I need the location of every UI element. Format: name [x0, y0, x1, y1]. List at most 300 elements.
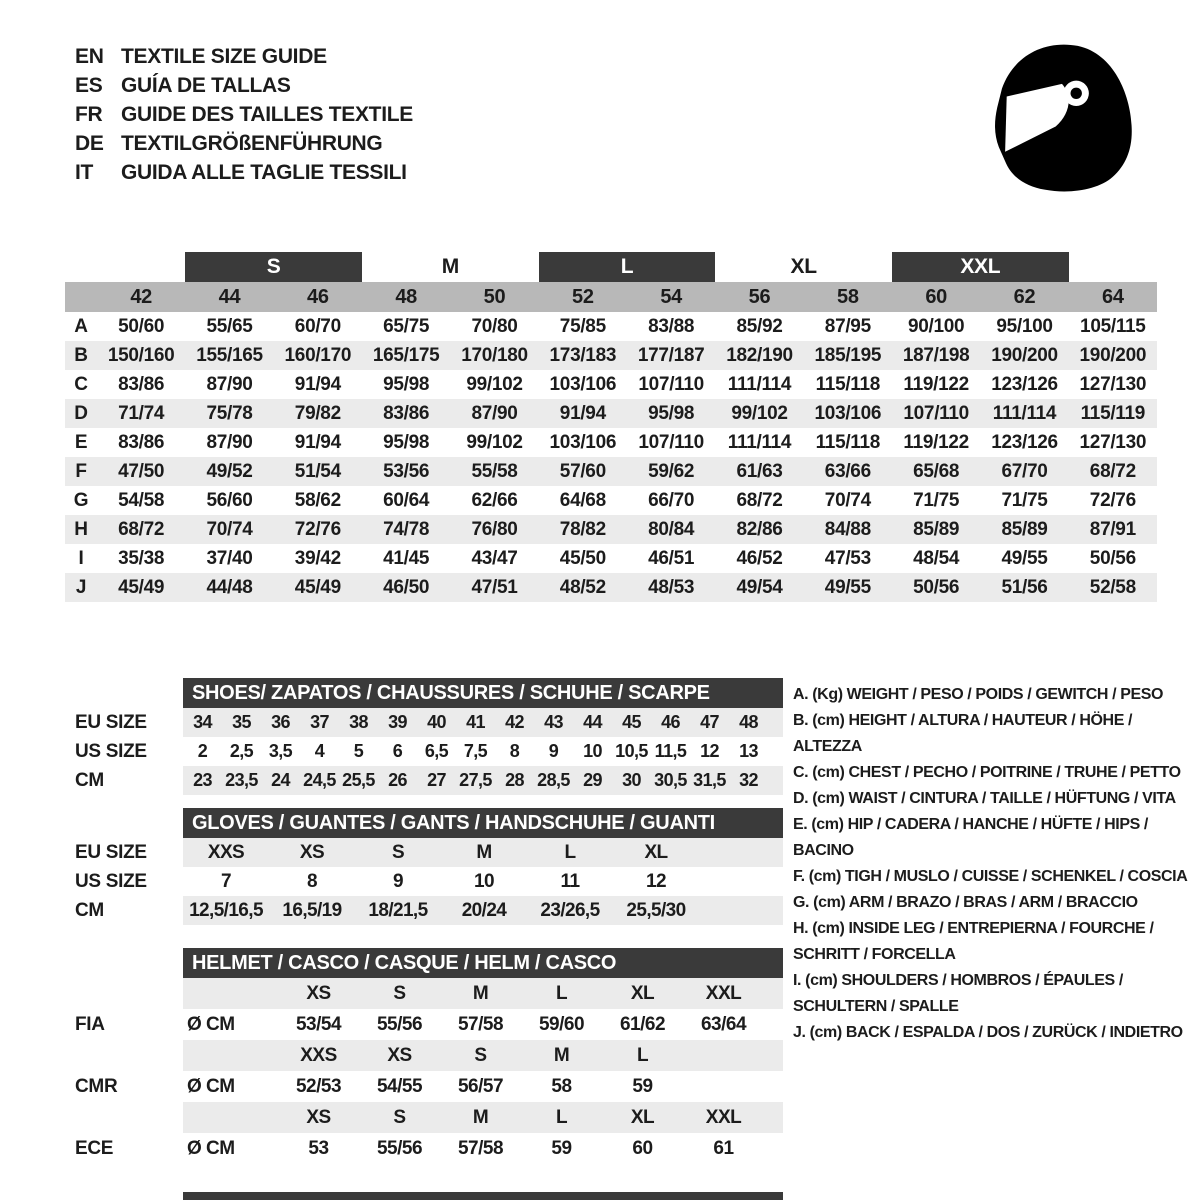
size-label-cell: XL: [630, 1106, 655, 1128]
row-label: A: [74, 315, 88, 337]
size-column-header: 60: [925, 285, 947, 308]
table-cell: 29: [583, 770, 602, 790]
table-cell: 165/175: [372, 344, 440, 366]
table-cell: 43: [544, 712, 563, 732]
empty-cell: [65, 978, 183, 1009]
table-cell: 51/54: [294, 460, 341, 482]
shoes-row: [65, 766, 783, 795]
table-cell: 7,5: [463, 741, 488, 761]
helmet-header: [183, 948, 783, 978]
table-cell: 34: [193, 712, 212, 732]
table-cell: 12: [700, 741, 719, 761]
table-cell: 36: [271, 712, 290, 732]
textile-size-table: [65, 252, 1157, 602]
size-label-cell: M: [472, 982, 489, 1004]
table-cell: 173/183: [549, 344, 617, 366]
gloves-header: [183, 808, 783, 838]
language-row: [75, 100, 413, 129]
table-cell: XXS: [207, 841, 245, 863]
legend-item: H. (cm) INSIDE LEG / ENTREPIERNA / FOURCHE / SCHRITT / FORCELLA: [793, 920, 1154, 963]
row-label: E: [74, 431, 88, 453]
diameter-unit-label: Ø CM: [187, 1137, 235, 1159]
language-title: GUÍA DE TALLAS: [121, 74, 291, 97]
corner-cell: [65, 282, 97, 312]
table-cell: 2: [197, 741, 208, 761]
table-cell: 7: [221, 870, 231, 892]
table-cell: 177/187: [637, 344, 705, 366]
table-cell: 42: [505, 712, 524, 732]
table-cell: 70/74: [824, 489, 871, 511]
table-cell: 95/98: [383, 431, 430, 453]
racing-helmet-icon: [983, 36, 1141, 198]
size-column-header: 62: [1013, 285, 1036, 308]
helmet-value-row: [65, 1009, 783, 1040]
table-cell: 25,5/30: [626, 899, 686, 921]
empty-cell: [183, 1102, 278, 1133]
row-label: US SIZE: [75, 870, 147, 892]
table-cell: 53: [308, 1137, 329, 1159]
table-cell: 66/70: [648, 489, 695, 511]
row-label: F: [75, 460, 87, 482]
language-code: ES: [75, 74, 103, 97]
table-cell: 57/58: [457, 1137, 504, 1159]
size-group-xl: XL: [790, 255, 817, 278]
table-cell: 28,5: [537, 770, 570, 790]
measurement-legend: [793, 682, 1195, 1046]
size-label-cell: L: [555, 982, 568, 1004]
table-cell: 119/122: [903, 431, 969, 453]
table-cell: 58/62: [294, 489, 341, 511]
table-cell: 65/75: [383, 315, 430, 337]
table-cell: 115/119: [1080, 402, 1146, 424]
table-cell: 63/64: [700, 1013, 747, 1035]
table-cell: 23/26,5: [540, 899, 600, 921]
table-cell: 9: [393, 870, 403, 892]
table-cell: 44/48: [206, 576, 253, 598]
table-cell: 44: [583, 712, 602, 732]
table-cell: 160/170: [284, 344, 352, 366]
table-cell: 37: [310, 712, 329, 732]
table-cell: 47: [700, 712, 719, 732]
table-cell: 27,5: [459, 770, 492, 790]
table-cell: 71/74: [118, 402, 165, 424]
table-cell: 30,5: [654, 770, 687, 790]
table-cell: 65/68: [913, 460, 960, 482]
table-cell: 24: [271, 770, 290, 790]
table-cell: 9: [548, 741, 559, 761]
table-cell: 8: [307, 870, 317, 892]
legend-item: E. (cm) HIP / CADERA / HANCHE / HÜFTE / HIPS / BACINO: [793, 816, 1148, 859]
table-cell: 38: [349, 712, 368, 732]
table-cell: 48/54: [913, 547, 960, 569]
size-label-cell: [683, 1040, 764, 1071]
table-cell: 55/56: [376, 1137, 423, 1159]
table-cell: 53/56: [383, 460, 430, 482]
table-cell: XL: [644, 841, 668, 863]
table-cell: 10: [583, 741, 602, 761]
table-cell: 107/110: [638, 373, 704, 395]
table-cell: 185/195: [814, 344, 882, 366]
helmet-title: HELMET / CASCO / CASQUE / HELM / CASCO: [192, 951, 617, 974]
table-cell: 107/110: [903, 402, 969, 424]
table-cell: 87/90: [471, 402, 518, 424]
legend-item: B. (cm) HEIGHT / ALTURA / HAUTEUR / HÖHE / ALTEZZA: [793, 712, 1133, 755]
table-cell: 50/60: [118, 315, 165, 337]
row-label: D: [74, 402, 88, 424]
legend-item: G. (cm) ARM / BRAZO / BRAS / ARM / BRACCIO: [793, 894, 1138, 911]
language-code: DE: [75, 132, 104, 155]
size-label-cell: XXS: [300, 1044, 337, 1066]
table-cell: 46: [661, 712, 680, 732]
table-cell: L: [564, 841, 576, 863]
table-cell: M: [476, 841, 492, 863]
legend-item: A. (Kg) WEIGHT / PESO / POIDS / GEWITCH / PESO: [793, 686, 1164, 703]
size-group-s: S: [185, 252, 362, 282]
table-cell: 87/95: [824, 315, 871, 337]
table-row: [65, 544, 1157, 573]
table-cell: 123/126: [991, 373, 1058, 395]
table-cell: 103/106: [549, 431, 617, 453]
size-column-header: 52: [572, 285, 594, 308]
table-cell: 51/56: [1001, 576, 1048, 598]
table-cell: 95/98: [648, 402, 695, 424]
helmet-size-row: [65, 1040, 783, 1071]
gloves-body: [65, 838, 783, 925]
table-cell: 56/60: [206, 489, 253, 511]
table-row: [65, 341, 1157, 370]
table-cell: 111/114: [727, 431, 792, 453]
table-cell: 5: [353, 741, 364, 761]
row-label: B: [74, 344, 88, 366]
table-cell: 53/54: [295, 1013, 342, 1035]
table-cell: 23: [193, 770, 212, 790]
size-label-cell: XS: [306, 1106, 331, 1128]
table-cell: 55/58: [471, 460, 518, 482]
row-label: EU SIZE: [75, 841, 147, 863]
shoes-body: [65, 708, 783, 795]
standard-label: ECE: [75, 1137, 114, 1159]
size-column-header: 42: [130, 285, 152, 308]
table-cell: 85/89: [913, 518, 960, 540]
language-row: [75, 158, 413, 187]
table-cell: 48/52: [559, 576, 606, 598]
table-cell: 8: [509, 741, 520, 761]
table-row: [65, 515, 1157, 544]
table-cell: 45/50: [559, 547, 606, 569]
table-cell: 84/88: [824, 518, 871, 540]
size-label-cell: M: [472, 1106, 489, 1128]
size-column-header: 50: [483, 285, 506, 308]
row-label: EU SIZE: [75, 711, 147, 733]
standard-label: CMR: [75, 1075, 118, 1097]
table-cell: 76/80: [471, 518, 518, 540]
table-cell: 49/52: [206, 460, 253, 482]
table-cell: 91/94: [294, 431, 341, 453]
row-label: I: [78, 547, 84, 569]
table-cell: 49/55: [1001, 547, 1048, 569]
table-cell: 46/52: [736, 547, 783, 569]
size-column-header: 54: [660, 285, 682, 308]
table-cell: 99/102: [466, 373, 523, 395]
diameter-unit-label: Ø CM: [187, 1075, 235, 1097]
table-cell: 49/55: [824, 576, 871, 598]
table-cell: 59/62: [648, 460, 695, 482]
shoes-row: [65, 708, 783, 737]
table-cell: 72/76: [1089, 489, 1136, 511]
language-row: [75, 129, 413, 158]
table-cell: 10,5: [615, 741, 648, 761]
helmet-size-row: [65, 1102, 783, 1133]
size-table-body: [65, 312, 1157, 602]
cutoff-header-bar: [183, 1192, 783, 1200]
table-cell: 60/64: [383, 489, 430, 511]
table-cell: 48: [739, 712, 758, 732]
table-cell: 39/42: [294, 547, 341, 569]
table-cell: 3,5: [268, 741, 293, 761]
table-cell: [683, 1071, 764, 1102]
table-cell: 115/118: [815, 431, 881, 453]
table-cell: 12,5/16,5: [189, 899, 263, 921]
size-column-header: 44: [218, 285, 241, 308]
table-cell: 87/91: [1089, 518, 1136, 540]
table-cell: 70/80: [471, 315, 518, 337]
table-cell: 25,5: [342, 770, 375, 790]
table-cell: 46/51: [648, 547, 695, 569]
helmet-table: [65, 948, 783, 1164]
table-cell: 28: [505, 770, 524, 790]
table-cell: 47/51: [471, 576, 518, 598]
table-cell: 59/60: [538, 1013, 585, 1035]
table-cell: 82/86: [736, 518, 783, 540]
table-cell: 182/190: [726, 344, 793, 366]
table-cell: 10: [474, 870, 494, 892]
gloves-row: [65, 867, 783, 896]
shoes-header: [183, 678, 783, 708]
gloves-table: [65, 808, 783, 925]
table-cell: 32: [739, 770, 758, 790]
table-cell: 41/45: [383, 547, 430, 569]
size-label-cell: S: [393, 1106, 406, 1128]
table-cell: 119/122: [903, 373, 969, 395]
size-column-header: 46: [307, 285, 329, 308]
table-cell: 4: [314, 741, 325, 761]
table-cell: 18/21,5: [368, 899, 428, 921]
table-cell: 40: [427, 712, 446, 732]
table-cell: 48/53: [648, 576, 695, 598]
table-cell: 49/54: [736, 576, 783, 598]
table-row: [65, 573, 1157, 602]
language-list: [75, 42, 413, 187]
table-cell: 54/58: [118, 489, 165, 511]
row-label: CM: [75, 769, 104, 791]
table-cell: 87/90: [206, 373, 253, 395]
size-label-cell: XS: [306, 982, 331, 1004]
table-cell: 85/89: [1001, 518, 1048, 540]
language-row: [75, 71, 413, 100]
size-group-header: [65, 252, 1157, 282]
table-cell: 80/84: [648, 518, 695, 540]
table-cell: 57/58: [457, 1013, 504, 1035]
table-cell: 41: [466, 712, 485, 732]
size-column-header: 64: [1102, 285, 1124, 308]
row-label: C: [74, 373, 88, 395]
table-cell: 26: [388, 770, 407, 790]
table-cell: 61: [713, 1137, 734, 1159]
table-cell: 52/53: [295, 1075, 342, 1097]
table-row: [65, 486, 1157, 515]
table-cell: 46/50: [383, 576, 430, 598]
size-label-cell: S: [474, 1044, 487, 1066]
size-label-cell: L: [555, 1106, 568, 1128]
size-group-l: L: [539, 252, 716, 282]
table-cell: 24,5: [303, 770, 336, 790]
table-cell: 45/49: [294, 576, 341, 598]
table-cell: 27: [427, 770, 446, 790]
language-title: TEXTILE SIZE GUIDE: [121, 45, 327, 68]
table-cell: 111/114: [727, 373, 792, 395]
standard-label: FIA: [75, 1013, 105, 1035]
empty-cell: [65, 1040, 183, 1071]
table-cell: 59: [551, 1137, 572, 1159]
table-cell: 150/160: [107, 344, 175, 366]
table-cell: 83/86: [118, 373, 165, 395]
table-cell: 105/115: [1080, 315, 1146, 337]
language-title: GUIDE DES TAILLES TEXTILE: [121, 103, 413, 126]
table-cell: 55/56: [376, 1013, 423, 1035]
table-cell: 68/72: [118, 518, 165, 540]
table-cell: 71/75: [913, 489, 960, 511]
table-cell: 115/118: [815, 373, 881, 395]
size-label-cell: XXL: [705, 1106, 742, 1128]
table-cell: 11,5: [654, 741, 687, 761]
language-code: EN: [75, 45, 104, 68]
table-cell: 30: [622, 770, 641, 790]
table-cell: 70/74: [206, 518, 253, 540]
table-cell: 11: [560, 870, 580, 892]
table-cell: 47/53: [824, 547, 871, 569]
table-cell: 155/165: [196, 344, 263, 366]
table-cell: 61/63: [736, 460, 783, 482]
table-row: [65, 370, 1157, 399]
row-label: US SIZE: [75, 740, 147, 762]
table-cell: 78/82: [559, 518, 606, 540]
gloves-row: [65, 896, 783, 925]
shoes-row: [65, 737, 783, 766]
helmet-body: [65, 978, 783, 1164]
size-group-xxl: XXL: [892, 252, 1069, 282]
row-label: H: [74, 518, 88, 540]
table-cell: 95/98: [383, 373, 430, 395]
size-label-cell: XL: [630, 982, 655, 1004]
table-cell: 187/198: [902, 344, 970, 366]
language-row: [75, 42, 413, 71]
table-cell: 57/60: [559, 460, 606, 482]
table-cell: 190/200: [1079, 344, 1147, 366]
table-cell: 37/40: [206, 547, 253, 569]
size-label-cell: XXL: [705, 982, 742, 1004]
table-cell: 47/50: [118, 460, 165, 482]
table-cell: 75/78: [206, 402, 253, 424]
table-cell: 170/180: [461, 344, 528, 366]
table-cell: 45: [622, 712, 641, 732]
table-cell: 87/90: [206, 431, 253, 453]
table-row: [65, 457, 1157, 486]
table-cell: 75/85: [559, 315, 606, 337]
shoes-table: [65, 678, 783, 795]
size-label-cell: L: [636, 1044, 649, 1066]
empty-cell: [183, 978, 278, 1009]
table-cell: XS: [299, 841, 325, 863]
size-column-header: 48: [395, 285, 417, 308]
table-row: [65, 428, 1157, 457]
table-cell: 90/100: [908, 315, 965, 337]
row-label: G: [73, 489, 89, 511]
size-group-m: M: [441, 255, 459, 278]
table-cell: 62/66: [471, 489, 518, 511]
table-cell: 31,5: [693, 770, 726, 790]
legend-item: F. (cm) TIGH / MUSLO / CUISSE / SCHENKEL / COSCIA: [793, 868, 1188, 885]
empty-cell: [183, 1040, 278, 1071]
table-cell: 55/65: [206, 315, 253, 337]
table-cell: 43/47: [471, 547, 518, 569]
table-cell: 83/88: [648, 315, 695, 337]
legend-item: J. (cm) BACK / ESPALDA / DOS / ZURÜCK / INDIETRO: [793, 1024, 1183, 1041]
row-label: J: [75, 576, 87, 598]
table-cell: 68/72: [1089, 460, 1136, 482]
table-cell: 99/102: [466, 431, 523, 453]
shoes-title: SHOES/ ZAPATOS / CHAUSSURES / SCHUHE / SCARPE: [192, 681, 710, 704]
table-cell: 39: [388, 712, 407, 732]
table-cell: 63/66: [824, 460, 871, 482]
size-label-cell: XS: [387, 1044, 412, 1066]
row-label: CM: [75, 899, 104, 921]
helmet-size-row: [65, 978, 783, 1009]
table-cell: 111/114: [992, 402, 1057, 424]
table-cell: 58: [551, 1075, 572, 1097]
size-column-header: 58: [837, 285, 859, 308]
table-cell: 99/102: [731, 402, 788, 424]
empty-cell: [65, 1102, 183, 1133]
legend-item: C. (cm) CHEST / PECHO / POITRINE / TRUHE / PETTO: [793, 764, 1181, 781]
table-cell: 83/86: [383, 402, 430, 424]
table-cell: 127/130: [1079, 373, 1147, 395]
table-cell: 95/100: [996, 315, 1053, 337]
language-title: TEXTILGRÖßENFÜHRUNG: [121, 132, 383, 155]
table-cell: 72/76: [294, 518, 341, 540]
table-cell: 6,5: [424, 741, 449, 761]
size-label-cell: S: [393, 982, 406, 1004]
table-cell: 61/62: [619, 1013, 666, 1035]
table-cell: 35: [232, 712, 251, 732]
table-cell: 85/92: [736, 315, 783, 337]
gloves-row: [65, 838, 783, 867]
gloves-title: GLOVES / GUANTES / GANTS / HANDSCHUHE / GUANTI: [192, 811, 715, 834]
table-row: [65, 399, 1157, 428]
table-cell: 23,5: [225, 770, 258, 790]
table-cell: 13: [739, 741, 758, 761]
table-cell: 59: [632, 1075, 653, 1097]
table-cell: 12: [646, 870, 666, 892]
table-row: [65, 312, 1157, 341]
legend-item: D. (cm) WAIST / CINTURA / TAILLE / HÜFTUNG / VITA: [793, 790, 1176, 807]
helmet-value-row: [65, 1071, 783, 1102]
language-title: GUIDA ALLE TAGLIE TESSILI: [121, 161, 407, 184]
table-cell: 50/56: [913, 576, 960, 598]
table-cell: 67/70: [1001, 460, 1048, 482]
table-cell: 52/58: [1089, 576, 1136, 598]
table-cell: 91/94: [559, 402, 606, 424]
table-cell: 190/200: [991, 344, 1058, 366]
